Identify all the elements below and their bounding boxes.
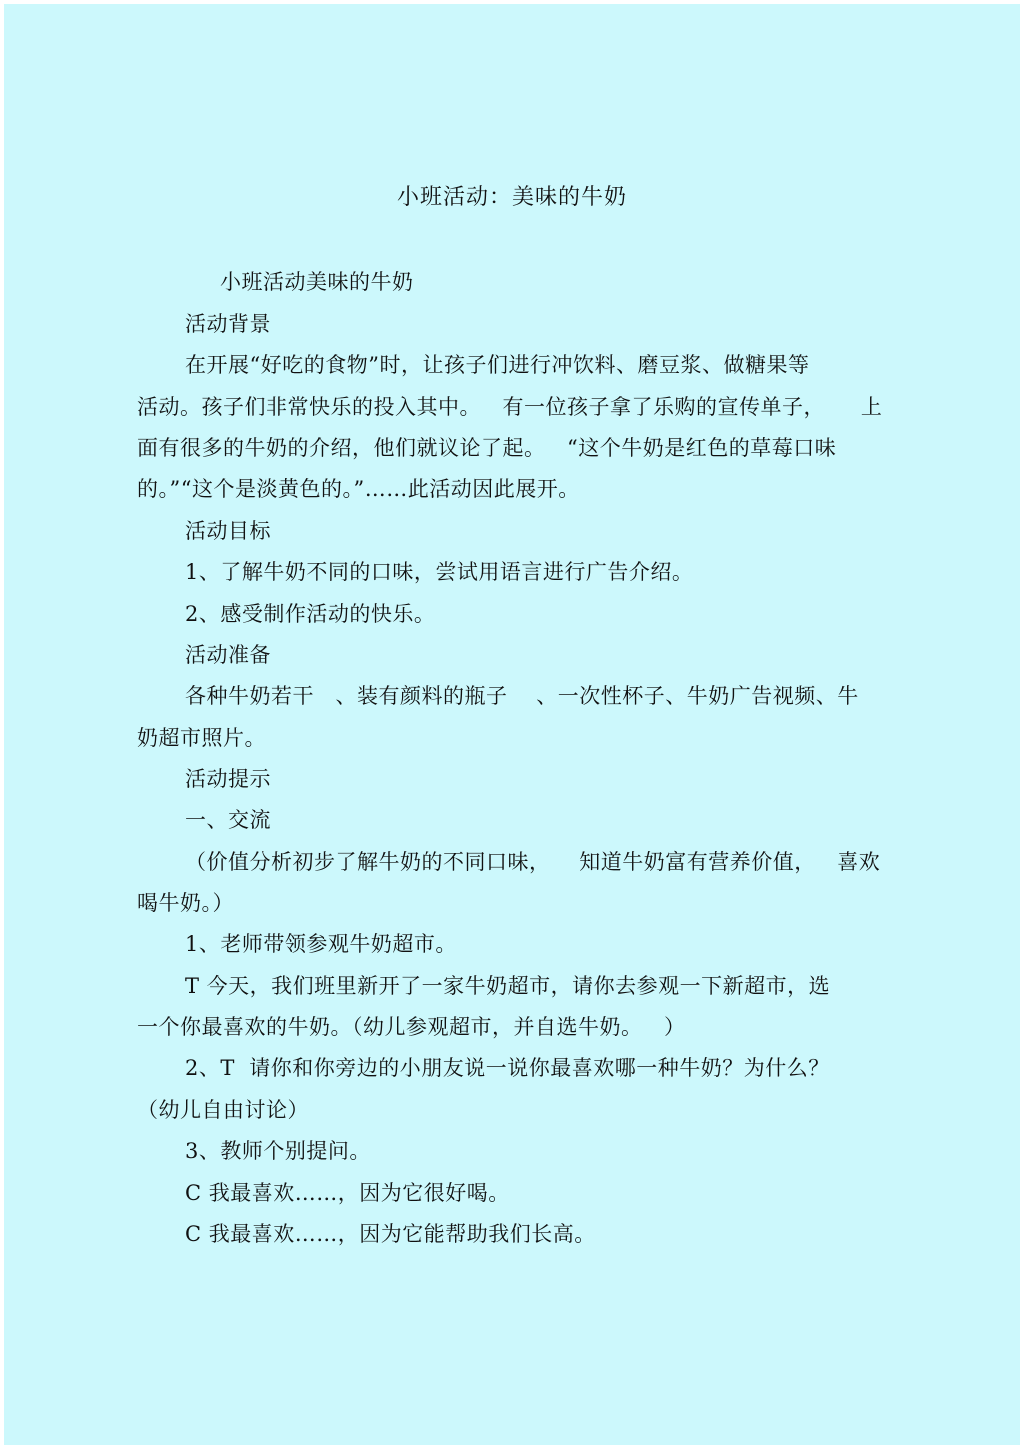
paragraph-line: 活动。孩子们非常快乐的投入其中。 有一位孩子拿了乐购的宣传单子， 上 — [137, 395, 883, 419]
paragraph-line: C 我最喜欢……，因为它很好喝。 — [185, 1181, 510, 1205]
paragraph-line: 各种牛奶若干 、装有颜料的瓶子 、一次性杯子、牛奶广告视频、牛 — [185, 684, 859, 708]
section-heading-goals: 活动目标 — [185, 519, 271, 543]
paragraph-line: 一个你最喜欢的牛奶。（幼儿参观超市，并自选牛奶。 ） — [137, 1015, 686, 1039]
subtitle-line: 小班活动美味的牛奶 — [220, 270, 414, 294]
list-item: 2、T 请你和你旁边的小朋友说一说你最喜欢哪一种牛奶？为什么？ — [185, 1056, 830, 1080]
document-page — [4, 4, 1020, 1445]
paragraph-line: 喝牛奶。） — [137, 891, 234, 915]
subsection-heading: 一、交流 — [185, 808, 271, 832]
paragraph-line: C 我最喜欢……，因为它能帮助我们长高。 — [185, 1222, 596, 1246]
section-heading-background: 活动背景 — [185, 312, 271, 336]
paragraph-line: 的。”“这个是淡黄色的。”……此活动因此展开。 — [137, 477, 580, 501]
paragraph-line: T 今天，我们班里新开了一家牛奶超市，请你去参观一下新超市，选 — [185, 974, 831, 998]
paragraph-line: 面有很多的牛奶的介绍，他们就议论了起。 “这个牛奶是红色的草莓口味 — [137, 436, 837, 460]
list-item: 1、老师带领参观牛奶超市。 — [185, 932, 457, 956]
list-item: 1、了解牛奶不同的口味，尝试用语言进行广告介绍。 — [185, 560, 694, 584]
section-heading-preparation: 活动准备 — [185, 643, 271, 667]
section-heading-tips: 活动提示 — [185, 767, 271, 791]
list-item: 3、教师个别提问。 — [185, 1139, 371, 1163]
paragraph-line: 在开展“好吃的食物”时，让孩子们进行冲饮料、磨豆浆、做糖果等 — [185, 353, 810, 377]
paragraph-line: 奶超市照片。 — [137, 726, 266, 750]
paragraph-line: （幼儿自由讨论） — [137, 1098, 309, 1122]
paragraph-line: （价值分析初步了解牛奶的不同口味， 知道牛奶富有营养价值， 喜欢 — [185, 850, 881, 874]
list-item: 2、感受制作活动的快乐。 — [185, 602, 436, 626]
document-title: 小班活动：美味的牛奶 — [396, 185, 627, 210]
